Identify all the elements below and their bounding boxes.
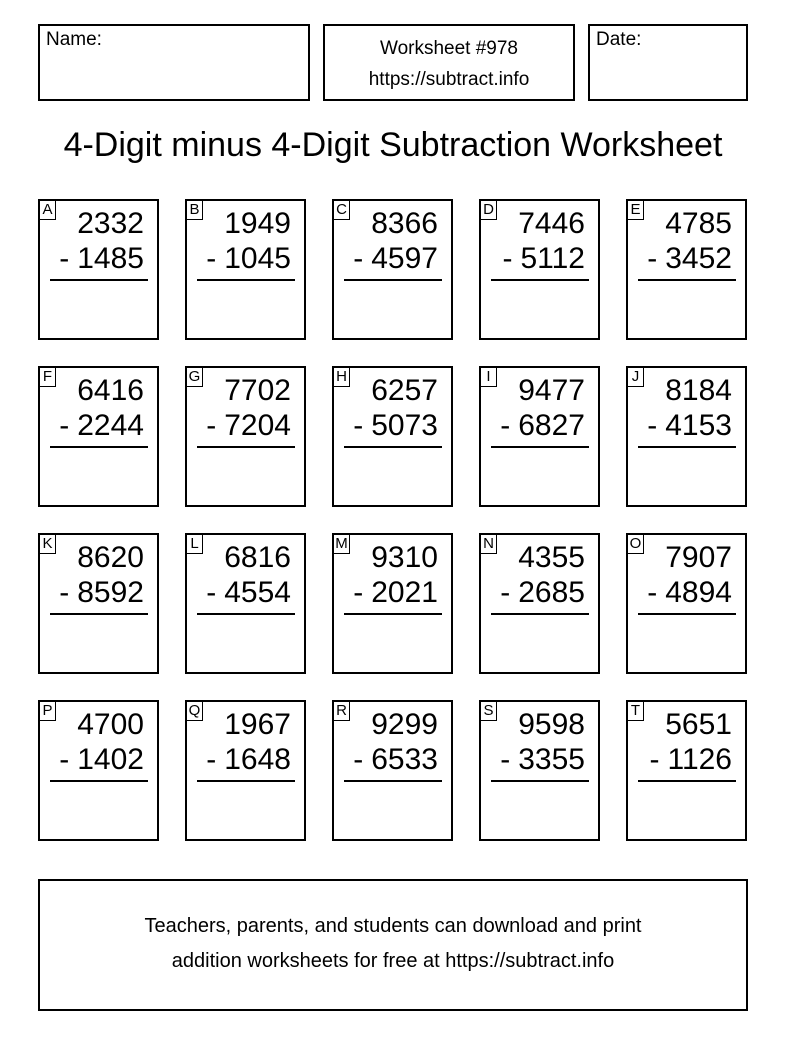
minus-sign: -: [649, 743, 660, 776]
subtrahend: 1126: [667, 743, 732, 776]
subtrahend-row: [649, 743, 732, 777]
answer-line: [638, 613, 736, 615]
minuend: 6257: [371, 374, 438, 407]
problem-letter: Q: [186, 701, 203, 721]
subtrahend: 1485: [77, 242, 144, 275]
subtrahend: 2244: [77, 409, 144, 442]
problem-letter: O: [627, 534, 644, 554]
answer-line: [50, 780, 148, 782]
subtrahend: 4597: [371, 242, 438, 275]
problem-l: [185, 533, 306, 674]
problem-f: [38, 366, 159, 507]
subtrahend: 4153: [665, 409, 732, 442]
answer-line: [50, 613, 148, 615]
answer-line: [491, 446, 589, 448]
minus-sign: -: [59, 242, 70, 275]
minuend: 8184: [665, 374, 732, 407]
answer-line: [491, 613, 589, 615]
minuend: 9598: [518, 708, 585, 741]
minuend: 4700: [77, 708, 144, 741]
subtrahend: 4554: [224, 576, 291, 609]
minus-sign: -: [647, 576, 658, 609]
problem-e: [626, 199, 747, 340]
minuend: 2332: [77, 207, 144, 240]
subtrahend: 4894: [665, 576, 732, 609]
answer-line: [197, 446, 295, 448]
problem-letter: H: [333, 367, 350, 387]
subtrahend-row: [59, 242, 144, 276]
subtrahend: 2021: [371, 576, 438, 609]
problem-b: [185, 199, 306, 340]
problem-letter: M: [333, 534, 350, 554]
subtrahend-row: [502, 242, 585, 276]
subtrahend-row: [59, 576, 144, 610]
minuend: 4785: [665, 207, 732, 240]
problem-letter: I: [480, 367, 497, 387]
subtrahend-row: [647, 576, 732, 610]
subtrahend-row: [353, 409, 438, 443]
subtrahend-row: [206, 576, 291, 610]
footer-line-1: Teachers, parents, and students can download and print: [144, 915, 642, 937]
minus-sign: -: [353, 242, 364, 275]
minus-sign: -: [647, 242, 658, 275]
subtrahend-row: [647, 409, 732, 443]
problem-g: [185, 366, 306, 507]
problem-s: [479, 700, 600, 841]
minus-sign: -: [206, 743, 217, 776]
problem-letter: T: [627, 701, 644, 721]
subtrahend-row: [353, 576, 438, 610]
minuend: 7907: [665, 541, 732, 574]
problem-letter: N: [480, 534, 497, 554]
worksheet-number: Worksheet #978: [379, 38, 518, 59]
problem-r: [332, 700, 453, 841]
subtrahend-row: [500, 409, 585, 443]
answer-line: [197, 780, 295, 782]
minus-sign: -: [353, 743, 364, 776]
problem-letter: R: [333, 701, 350, 721]
name-label: Name:: [46, 29, 102, 50]
problem-c: [332, 199, 453, 340]
answer-line: [344, 446, 442, 448]
footer-line-2: addition worksheets for free at https://subtract.info: [171, 950, 615, 972]
minuend: 7446: [518, 207, 585, 240]
subtrahend-row: [206, 743, 291, 777]
problem-a: [38, 199, 159, 340]
minuend: 9477: [518, 374, 585, 407]
subtrahend-row: [500, 576, 585, 610]
footer-note: [38, 879, 748, 1011]
subtrahend-row: [647, 242, 732, 276]
date-label: Date:: [596, 29, 642, 50]
problem-letter: C: [333, 200, 350, 220]
answer-line: [491, 279, 589, 281]
subtrahend: 1402: [77, 743, 144, 776]
problem-letter: P: [39, 701, 56, 721]
problem-m: [332, 533, 453, 674]
minuend: 1949: [224, 207, 291, 240]
subtrahend-row: [353, 743, 438, 777]
problem-letter: D: [480, 200, 497, 220]
minus-sign: -: [206, 242, 217, 275]
subtrahend: 5073: [371, 409, 438, 442]
subtrahend: 8592: [77, 576, 144, 609]
worksheet-info-box: [323, 24, 575, 101]
subtrahend: 7204: [224, 409, 291, 442]
minus-sign: -: [206, 576, 217, 609]
problem-d: [479, 199, 600, 340]
subtrahend-row: [206, 242, 291, 276]
answer-line: [344, 613, 442, 615]
answer-line: [638, 446, 736, 448]
minuend: 5651: [665, 708, 732, 741]
problem-q: [185, 700, 306, 841]
minuend: 7702: [224, 374, 291, 407]
answer-line: [344, 780, 442, 782]
subtrahend: 3355: [518, 743, 585, 776]
problem-letter: E: [627, 200, 644, 220]
answer-line: [197, 613, 295, 615]
minuend: 8366: [371, 207, 438, 240]
name-field-box: [38, 24, 310, 101]
minus-sign: -: [206, 409, 217, 442]
problem-o: [626, 533, 747, 674]
minus-sign: -: [59, 743, 70, 776]
minus-sign: -: [647, 409, 658, 442]
minuend: 6416: [77, 374, 144, 407]
problem-letter: S: [480, 701, 497, 721]
problem-letter: J: [627, 367, 644, 387]
problem-letter: F: [39, 367, 56, 387]
subtrahend-row: [59, 743, 144, 777]
minus-sign: -: [59, 576, 70, 609]
problem-j: [626, 366, 747, 507]
minus-sign: -: [59, 409, 70, 442]
answer-line: [344, 279, 442, 281]
answer-line: [50, 446, 148, 448]
worksheet-url: https://subtract.info: [368, 69, 530, 90]
problem-k: [38, 533, 159, 674]
minus-sign: -: [500, 743, 511, 776]
problem-n: [479, 533, 600, 674]
problem-letter: B: [186, 200, 203, 220]
subtrahend: 1648: [224, 743, 291, 776]
minuend: 4355: [518, 541, 585, 574]
problem-letter: A: [39, 200, 56, 220]
problem-h: [332, 366, 453, 507]
subtrahend: 1045: [224, 242, 291, 275]
minuend: 9299: [371, 708, 438, 741]
subtrahend: 6533: [371, 743, 438, 776]
minus-sign: -: [353, 576, 364, 609]
problem-letter: L: [186, 534, 203, 554]
subtrahend-row: [500, 743, 585, 777]
subtrahend-row: [353, 242, 438, 276]
problem-letter: K: [39, 534, 56, 554]
answer-line: [50, 279, 148, 281]
answer-line: [197, 279, 295, 281]
subtrahend: 6827: [518, 409, 585, 442]
problem-i: [479, 366, 600, 507]
subtrahend: 3452: [665, 242, 732, 275]
date-field-box: [588, 24, 748, 101]
answer-line: [638, 780, 736, 782]
minus-sign: -: [353, 409, 364, 442]
minus-sign: -: [502, 242, 513, 275]
minuend: 1967: [224, 708, 291, 741]
worksheet-title: 4-Digit minus 4-Digit Subtraction Worksheet: [63, 126, 723, 164]
subtrahend: 2685: [518, 576, 585, 609]
minus-sign: -: [500, 576, 511, 609]
minuend: 6816: [224, 541, 291, 574]
minuend: 9310: [371, 541, 438, 574]
problem-letter: G: [186, 367, 203, 387]
problem-t: [626, 700, 747, 841]
subtrahend-row: [59, 409, 144, 443]
problem-p: [38, 700, 159, 841]
minuend: 8620: [77, 541, 144, 574]
answer-line: [638, 279, 736, 281]
subtrahend: 5112: [520, 242, 585, 275]
answer-line: [491, 780, 589, 782]
minus-sign: -: [500, 409, 511, 442]
subtrahend-row: [206, 409, 291, 443]
